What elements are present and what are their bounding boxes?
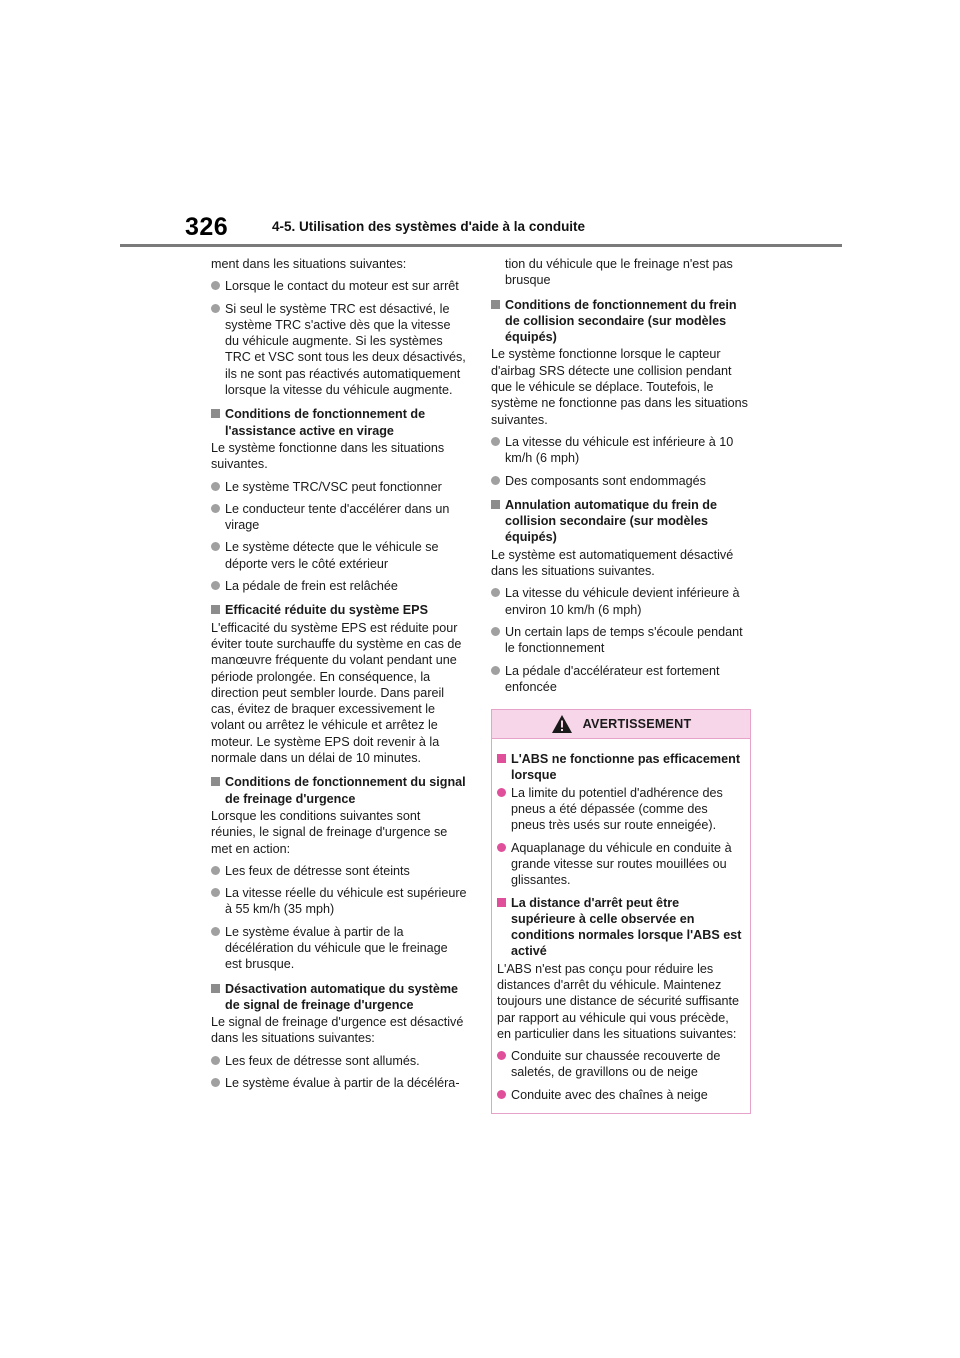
list-item: Les feux de détresse sont allumés.	[211, 1053, 467, 1069]
left-column	[211, 256, 467, 1097]
section-heading: Efficacité réduite du système EPS	[211, 602, 467, 618]
list-item: Les feux de détresse sont éteints	[211, 863, 467, 879]
header-rule	[120, 244, 842, 247]
list-item: La vitesse réelle du véhicule est supérieure à 55 km/h (35 mph)	[211, 885, 467, 918]
list-item: Le système évalue à partir de la décélération du véhicule que le freinage est brusque.	[211, 924, 467, 973]
section-heading: Conditions de fonctionnement du frein de collision secondaire (sur modèles équipés)	[491, 297, 751, 346]
list-item: Un certain laps de temps s'écoule pendant le fonctionnement	[491, 624, 751, 657]
list-item: Conduite avec des chaînes à neige	[497, 1087, 745, 1103]
page-number: 326	[185, 213, 229, 241]
list-item: Si seul le système TRC est désactivé, le système TRC s'active dès que la vitesse du véhicule augmente. Si les systèmes TRC et VSC sont tous les deux désactivés, ils ne sont pas réactivés automatiquement lorsque la vitesse du véhicule augmente.	[211, 301, 467, 399]
intro-text: ment dans les situations suivantes:	[211, 257, 407, 271]
list-item: La vitesse du véhicule est inférieure à 10 km/h (6 mph)	[491, 434, 751, 467]
section-text: Le système est automatiquement désactivé dans les situations suivantes.	[491, 547, 734, 579]
section-heading: Désactivation automatique du système de signal de freinage d'urgence	[211, 981, 467, 1014]
continued-text: tion du véhicule que le freinage n'est pas brusque	[505, 257, 733, 288]
section-text: L'efficacité du système EPS est réduite pour éviter toute surchauffe du système en cas de manœuvre fréquente du volant pendant une période prolongée. En conséquence, la direction peut sembler lourde. Dans pareil cas, évitez de braquer excessivement le volant ou arrêtez le véhicule et arrêtez le moteur. Le système EPS doit revenir à la normale dans un délai de 10 minutes.	[211, 620, 462, 766]
list-item: Conduite sur chaussée recouverte de saletés, de gravillons ou de neige	[497, 1048, 745, 1081]
warning-body	[492, 739, 750, 1113]
list-item: Le système évalue à partir de la décéléra-	[211, 1075, 467, 1091]
section-text: Lorsque les conditions suivantes sont réunies, le signal de freinage d'urgence se met en action:	[211, 808, 448, 856]
list-item: La limite du potentiel d'adhérence des pneus a été dépassée (comme des pneus très usés sur route enneigée).	[497, 785, 745, 834]
list-item: La pédale d'accélérateur est fortement enfoncée	[491, 663, 751, 696]
warning-heading: La distance d'arrêt peut être supérieure à celle observée en conditions normales lorsque l'ABS est activé	[497, 895, 745, 960]
section-heading: Conditions de fonctionnement de l'assistance active en virage	[211, 406, 467, 439]
list-item: La pédale de frein est relâchée	[211, 578, 467, 594]
warning-header	[492, 710, 750, 739]
warning-box	[491, 709, 751, 1114]
list-item: Lorsque le contact du moteur est sur arrêt	[211, 278, 467, 294]
warning-heading: L'ABS ne fonctionne pas efficacement lorsque	[497, 751, 745, 784]
list-item: Des composants sont endommagés	[491, 473, 751, 489]
section-text: Le système fonctionne lorsque le capteur d'airbag SRS détecte une collision pendant que le véhicule se déplace. Toutefois, le système ne fonctionne pas dans les situations suivantes.	[491, 347, 748, 427]
right-column	[491, 256, 751, 1114]
chapter-title: 4-5. Utilisation des systèmes d'aide à la conduite	[272, 219, 586, 234]
warning-text: L'ABS n'est pas conçu pour réduire les distances d'arrêt du véhicule. Maintenez toujours une distance de sécurité suffisante par rapport au véhicule qui vous précède, en particulier dans les situations suivantes:	[497, 961, 739, 1041]
warning-title: AVERTISSEMENT	[582, 716, 692, 731]
section-text: Le signal de freinage d'urgence est désactivé dans les situations suivantes:	[211, 1015, 464, 1046]
section-heading: Annulation automatique du frein de collision secondaire (sur modèles équipés)	[491, 497, 751, 546]
list-item: Le conducteur tente d'accélérer dans un virage	[211, 501, 467, 534]
section-heading: Conditions de fonctionnement du signal de freinage d'urgence	[211, 774, 467, 807]
list-item: Le système détecte que le véhicule se déporte vers le côté extérieur	[211, 539, 467, 572]
list-item: La vitesse du véhicule devient inférieure à environ 10 km/h (6 mph)	[491, 585, 751, 618]
list-item: Aquaplanage du véhicule en conduite à grande vitesse sur routes mouillées ou glissantes.	[497, 840, 745, 889]
warning-triangle-icon	[551, 714, 573, 734]
list-item: Le système TRC/VSC peut fonctionner	[211, 479, 467, 495]
section-text: Le système fonctionne dans les situations suivantes.	[211, 440, 445, 472]
